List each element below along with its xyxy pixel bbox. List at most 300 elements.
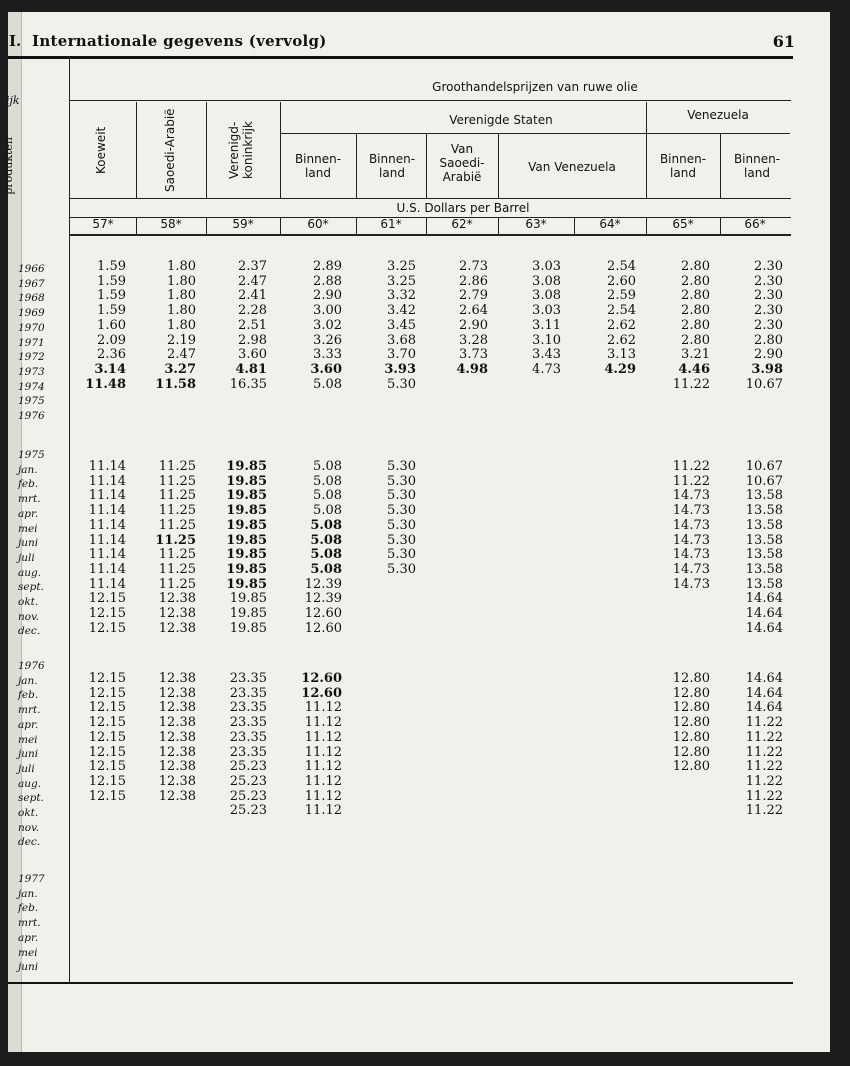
table-cell: 3.68 (387, 332, 416, 348)
row-label: mrt. (18, 704, 41, 717)
table-cell: 11.12 (304, 744, 342, 760)
table-cell: 3.98 (751, 361, 783, 377)
table-cell: 1.80 (167, 303, 196, 319)
table-cell: 25.23 (229, 803, 267, 819)
table-cell: 5.30 (387, 561, 416, 577)
table-cell: 19.85 (226, 473, 267, 489)
table-cell: 11.25 (158, 503, 196, 519)
table-cell: 12.80 (672, 715, 710, 731)
table-cell: 3.27 (164, 361, 196, 377)
table-cell: 5.08 (310, 547, 342, 563)
table-cell: 13.58 (745, 517, 783, 533)
table-cell: 19.85 (229, 606, 267, 621)
colnum-divider (574, 218, 575, 234)
colnum-divider (720, 218, 721, 234)
col-verenigd-koninkrijk: Verenigd-koninkrijk (227, 121, 255, 179)
table-cell: 4.29 (604, 361, 636, 377)
table-cell: 11.25 (158, 517, 196, 533)
table-cell: 5.30 (387, 459, 416, 474)
table-cell: 2.80 (681, 317, 710, 333)
row-label: apr. (18, 718, 39, 731)
table-cell: 19.85 (229, 591, 267, 607)
table-cell: 2.51 (238, 317, 267, 333)
table-cell: 14.73 (672, 576, 710, 592)
page-number: 61 (772, 32, 795, 51)
table-cell: 2.59 (607, 288, 636, 304)
table-cell: 1.80 (167, 317, 196, 333)
table-cell: 3.25 (387, 259, 416, 274)
table-cell: 5.30 (387, 488, 416, 504)
table-cell: 5.08 (313, 488, 342, 504)
scanned-page (2, 12, 830, 1052)
table-cell: 12.15 (88, 591, 126, 607)
table-cell: 11.14 (88, 473, 126, 489)
table-cell: 14.73 (672, 532, 710, 548)
table-cell: 2.47 (238, 273, 267, 289)
group-verenigde-staten: Verenigde Staten (449, 113, 553, 127)
row-label: juli (18, 762, 35, 775)
table-cell: 5.30 (387, 473, 416, 489)
row-label: 1967 (18, 277, 45, 290)
table-cell: 2.41 (238, 288, 267, 304)
table-cell: 11.58 (155, 376, 196, 392)
table-cell: 3.10 (532, 332, 561, 348)
table-cell: 2.80 (681, 332, 710, 348)
table-cell: 2.80 (681, 288, 710, 304)
table-cell: 11.22 (745, 744, 783, 760)
table-cell: 11.22 (745, 715, 783, 731)
row-label: mei (18, 946, 38, 959)
table-cell: 2.90 (459, 317, 488, 333)
table-cell: 1.80 (167, 288, 196, 304)
row-label: 1977 (18, 873, 45, 885)
table-cell: 12.15 (88, 759, 126, 775)
table-cell: 3.32 (387, 288, 416, 304)
table-cell: 2.79 (459, 288, 488, 304)
row-label: sept. (18, 792, 44, 805)
row-label: 1975 (18, 395, 45, 408)
colnum-rule (69, 234, 791, 236)
title-rule (69, 100, 791, 101)
table-cell: 3.93 (384, 361, 416, 377)
table-cell: 11.12 (304, 715, 342, 731)
table-cell: 12.80 (672, 685, 710, 701)
col-saoedi-arabie: Saoedi-Arabië (163, 108, 177, 192)
row-label: jan. (18, 463, 38, 476)
table-cell: 11.25 (158, 473, 196, 489)
column-number: 65* (672, 217, 694, 231)
unit-label: U.S. Dollars per Barrel (396, 201, 530, 215)
table-cell: 2.28 (238, 303, 267, 319)
row-label: jan. (18, 887, 38, 900)
column-number: 63* (525, 217, 547, 231)
table-cell: 4.46 (678, 361, 710, 377)
row-label: 1969 (18, 307, 45, 320)
table-cell: 19.85 (226, 576, 267, 592)
row-label: feb. (18, 902, 39, 915)
table-cell: 19.85 (226, 547, 267, 563)
table-cell: 11.14 (88, 517, 126, 533)
table-cell: 3.43 (532, 347, 561, 363)
table-cell: 19.85 (226, 517, 267, 533)
table-cell: 2.64 (459, 303, 488, 319)
table-cell: 2.30 (754, 317, 783, 333)
table-cell: 14.73 (672, 503, 710, 519)
table-cell: 12.80 (672, 744, 710, 760)
row-label: aug. (18, 777, 42, 790)
table-cell: 5.08 (310, 532, 342, 548)
table-cell: 10.67 (745, 459, 783, 474)
table-cell: 14.64 (745, 591, 783, 607)
row-label: 1970 (18, 321, 45, 334)
column-number: 58* (160, 217, 182, 231)
col-divider (720, 134, 721, 198)
table-cell: 11.25 (158, 488, 196, 504)
table-cell: 2.30 (754, 273, 783, 289)
row-label: 1976 (18, 660, 45, 672)
table-cell: 25.23 (229, 788, 267, 804)
table-cell: 11.14 (88, 576, 126, 592)
table-cell: 12.38 (158, 788, 196, 804)
table-cell: 5.30 (387, 532, 416, 548)
table-cell: 16.35 (229, 376, 267, 392)
table-cell: 14.73 (672, 488, 710, 504)
row-label: juli (18, 551, 35, 564)
table-cell: 2.80 (681, 259, 710, 274)
table-cell: 14.73 (672, 561, 710, 577)
table-cell: 2.54 (607, 303, 636, 319)
table-cell: 11.25 (158, 561, 196, 577)
column-number: 66* (744, 217, 766, 231)
table-cell: 1.59 (97, 288, 126, 304)
table-cell: 1.80 (167, 259, 196, 274)
column-number: 59* (232, 217, 254, 231)
table-cell: 13.58 (745, 503, 783, 519)
table-cell: 23.35 (229, 700, 267, 716)
table-cell: 11.22 (745, 773, 783, 789)
row-label: 1974 (18, 380, 45, 393)
table-cell: 12.15 (88, 788, 126, 804)
table-cell: 1.80 (167, 273, 196, 289)
table-cell: 12.38 (158, 700, 196, 716)
col-van-venezuela: Van Venezuela (528, 160, 616, 174)
table-cell: 13.58 (745, 532, 783, 548)
table-cell: 14.64 (745, 700, 783, 716)
row-label: feb. (18, 478, 39, 491)
table-cell: 12.15 (88, 773, 126, 789)
col-van-saoedi-arabie: Van Saoedi-Arabië (439, 142, 485, 184)
table-cell: 11.12 (304, 788, 342, 804)
table-cell: 12.15 (88, 744, 126, 760)
table-cell: 19.85 (226, 459, 267, 474)
table-cell: 5.30 (387, 503, 416, 519)
row-label: 1973 (18, 365, 45, 378)
table-cell: 25.23 (229, 773, 267, 789)
column-number: 62* (451, 217, 473, 231)
table-cell: 12.15 (88, 671, 126, 686)
table-cell: 14.64 (745, 671, 783, 686)
side-label-vertical: produkten (2, 137, 15, 195)
table-cell: 3.45 (387, 317, 416, 333)
col-divider (498, 134, 499, 198)
table-cell: 5.30 (387, 376, 416, 392)
table-cell: 2.47 (167, 347, 196, 363)
table-cell: 2.98 (238, 332, 267, 348)
table-cell: 12.38 (158, 773, 196, 789)
table-cell: 11.12 (304, 700, 342, 716)
table-cell: 12.15 (88, 729, 126, 745)
row-label: aug. (18, 566, 42, 579)
column-number: 61* (380, 217, 402, 231)
table-cell: 12.80 (672, 700, 710, 716)
table-cell: 12.38 (158, 715, 196, 731)
table-cell: 12.60 (304, 606, 342, 621)
table-cell: 2.30 (754, 259, 783, 274)
header-rule (8, 56, 793, 59)
table-cell: 4.98 (456, 361, 488, 377)
table-cell: 1.59 (97, 303, 126, 319)
table-cell: 3.02 (313, 317, 342, 333)
table-cell: 23.35 (229, 715, 267, 731)
table-cell: 12.38 (158, 729, 196, 745)
table-cell: 11.14 (88, 488, 126, 504)
table-cell: 13.58 (745, 488, 783, 504)
table-cell: 5.08 (313, 503, 342, 519)
table-cell: 11.12 (304, 759, 342, 775)
table-cell: 23.35 (229, 671, 267, 686)
table-cell: 11.22 (672, 459, 710, 474)
table-cell: 2.30 (754, 288, 783, 304)
table-title: Groothandelsprijzen van ruwe olie (432, 80, 638, 94)
section-prefix: I. (9, 32, 22, 50)
table-cell: 3.26 (313, 332, 342, 348)
table-cell: 5.30 (387, 547, 416, 563)
table-cell: 3.25 (387, 273, 416, 289)
table-cell: 11.48 (85, 376, 126, 392)
colnum-divider (280, 218, 281, 234)
row-label: 1975 (18, 449, 45, 461)
table-cell: 12.60 (301, 671, 342, 686)
row-label: sept. (18, 581, 44, 594)
row-label: 1971 (18, 336, 45, 349)
table-cell: 23.35 (229, 744, 267, 760)
table-cell: 14.64 (745, 606, 783, 621)
row-label: nov. (18, 821, 40, 834)
table-cell: 2.60 (607, 273, 636, 289)
table-cell: 12.15 (88, 700, 126, 716)
table-cell: 14.73 (672, 517, 710, 533)
table-cell: 2.62 (607, 332, 636, 348)
col-koeweit: Koeweit (94, 126, 108, 174)
table-cell: 12.15 (88, 715, 126, 731)
table-cell: 3.21 (681, 347, 710, 363)
table-cell: 11.14 (88, 547, 126, 563)
table-cell: 2.86 (459, 273, 488, 289)
table-cell: 19.85 (226, 532, 267, 548)
table-cell: 12.38 (158, 759, 196, 775)
table-cell: 5.08 (310, 517, 342, 533)
table-cell: 2.37 (238, 259, 267, 274)
table-cell: 4.81 (235, 361, 267, 377)
table-cell: 2.89 (313, 259, 342, 274)
group-venezuela: Venezuela (687, 108, 749, 122)
table-cell: 11.12 (304, 803, 342, 819)
page-title: Internationale gegevens (vervolg) (32, 32, 327, 50)
row-label: dec. (18, 625, 41, 638)
colnum-divider (646, 218, 647, 234)
row-label: mrt. (18, 917, 41, 930)
table-cell: 3.03 (532, 259, 561, 274)
table-cell: 3.14 (94, 361, 126, 377)
table-cell: 2.90 (754, 347, 783, 363)
table-cell: 2.54 (607, 259, 636, 274)
table-cell: 1.59 (97, 273, 126, 289)
row-label: mei (18, 522, 38, 535)
table-cell: 11.22 (745, 788, 783, 804)
table-cell: 3.33 (313, 347, 342, 363)
table-cell: 11.25 (158, 547, 196, 563)
colnum-divider (426, 218, 427, 234)
table-cell: 12.38 (158, 671, 196, 686)
table-cell: 11.22 (672, 473, 710, 489)
table-cell: 3.11 (532, 317, 561, 333)
table-cell: 12.60 (301, 685, 342, 701)
row-label: juni (18, 961, 39, 974)
table-cell: 12.39 (304, 576, 342, 592)
side-label: ijk (6, 94, 20, 107)
table-cell: 13.58 (745, 547, 783, 563)
table-cell: 23.35 (229, 729, 267, 745)
table-cell: 2.80 (754, 332, 783, 348)
col-divider (356, 134, 357, 198)
table-cell: 11.12 (304, 729, 342, 745)
table-cell: 2.88 (313, 273, 342, 289)
table-cell: 12.38 (158, 685, 196, 701)
table-cell: 13.58 (745, 576, 783, 592)
col-ven-binnenland-2: Binnen-land (733, 152, 781, 180)
table-cell: 12.80 (672, 671, 710, 686)
table-cell: 3.60 (238, 347, 267, 363)
table-cell: 2.36 (97, 347, 126, 363)
table-cell: 12.38 (158, 606, 196, 621)
table-cell: 12.38 (158, 744, 196, 760)
col-vs-binnenland-1: Binnen-land (294, 152, 342, 180)
table-cell: 12.15 (88, 606, 126, 621)
table-cell: 5.08 (313, 459, 342, 474)
table-cell: 12.60 (304, 620, 342, 636)
table-cell: 5.30 (387, 517, 416, 533)
row-label: mrt. (18, 493, 41, 506)
table-cell: 23.35 (229, 685, 267, 701)
table-cell: 19.85 (226, 488, 267, 504)
column-number: 60* (307, 217, 329, 231)
table-cell: 12.80 (672, 759, 710, 775)
table-cell: 11.12 (304, 773, 342, 789)
col-divider (136, 102, 137, 198)
table-cell: 5.08 (313, 473, 342, 489)
row-label: apr. (18, 931, 39, 944)
table-cell: 1.60 (97, 317, 126, 333)
table-cell: 11.14 (88, 532, 126, 548)
column-number: 57* (92, 217, 114, 231)
table-cell: 19.85 (226, 503, 267, 519)
table-cell: 19.85 (226, 561, 267, 577)
row-label: mei (18, 733, 38, 746)
table-cell: 11.22 (672, 376, 710, 392)
table-cell: 3.42 (387, 303, 416, 319)
table-cell: 12.38 (158, 620, 196, 636)
headers-rule (69, 198, 791, 199)
table-cell: 3.03 (532, 303, 561, 319)
table-cell: 12.15 (88, 685, 126, 701)
table-cell: 3.08 (532, 288, 561, 304)
table-cell: 2.30 (754, 303, 783, 319)
row-label: juni (18, 748, 39, 761)
col-divider (280, 102, 281, 198)
table-cell: 2.73 (459, 259, 488, 274)
row-label: 1968 (18, 292, 45, 305)
table-cell: 11.22 (745, 759, 783, 775)
row-label: 1972 (18, 351, 45, 364)
table-cell: 11.14 (88, 561, 126, 577)
row-label: juni (18, 537, 39, 550)
table-cell: 11.25 (155, 532, 196, 548)
row-label: 1976 (18, 410, 45, 422)
table-cell: 2.80 (681, 303, 710, 319)
table-cell: 12.38 (158, 591, 196, 607)
col-ven-binnenland-1: Binnen-land (659, 152, 707, 180)
table-cell: 5.08 (313, 376, 342, 392)
col-vs-binnenland-2: Binnen-land (368, 152, 416, 180)
table-cell: 4.73 (532, 361, 561, 377)
table-cell: 11.22 (745, 803, 783, 819)
table-cell: 10.67 (745, 473, 783, 489)
table-cell: 2.90 (313, 288, 342, 304)
table-cell: 2.09 (97, 332, 126, 348)
row-label: nov. (18, 610, 40, 623)
row-label: jan. (18, 674, 38, 687)
table-cell: 2.19 (167, 332, 196, 348)
table-cell: 12.80 (672, 729, 710, 745)
table-cell: 11.25 (158, 459, 196, 474)
table-cell: 11.22 (745, 729, 783, 745)
table-cell: 3.08 (532, 273, 561, 289)
footer-rule (8, 982, 793, 984)
table-cell: 11.14 (88, 503, 126, 519)
table-cell: 14.64 (745, 620, 783, 636)
table-cell: 13.58 (745, 561, 783, 577)
table-cell: 19.85 (229, 620, 267, 636)
table-cell: 2.80 (681, 273, 710, 289)
table-cell: 3.13 (607, 347, 636, 363)
row-label: dec. (18, 836, 41, 849)
table-cell: 14.73 (672, 547, 710, 563)
row-label: 1966 (18, 263, 45, 275)
col-divider (426, 134, 427, 198)
table-cell: 3.70 (387, 347, 416, 363)
table-cell: 25.23 (229, 759, 267, 775)
colnum-divider (356, 218, 357, 234)
table-cell: 12.39 (304, 591, 342, 607)
table-cell: 14.64 (745, 685, 783, 701)
table-cell: 11.25 (158, 576, 196, 592)
table-cell: 12.15 (88, 620, 126, 636)
colnum-divider (206, 218, 207, 234)
table-cell: 1.59 (97, 259, 126, 274)
table-cell: 3.73 (459, 347, 488, 363)
table-cell: 3.28 (459, 332, 488, 348)
row-label: feb. (18, 689, 39, 702)
